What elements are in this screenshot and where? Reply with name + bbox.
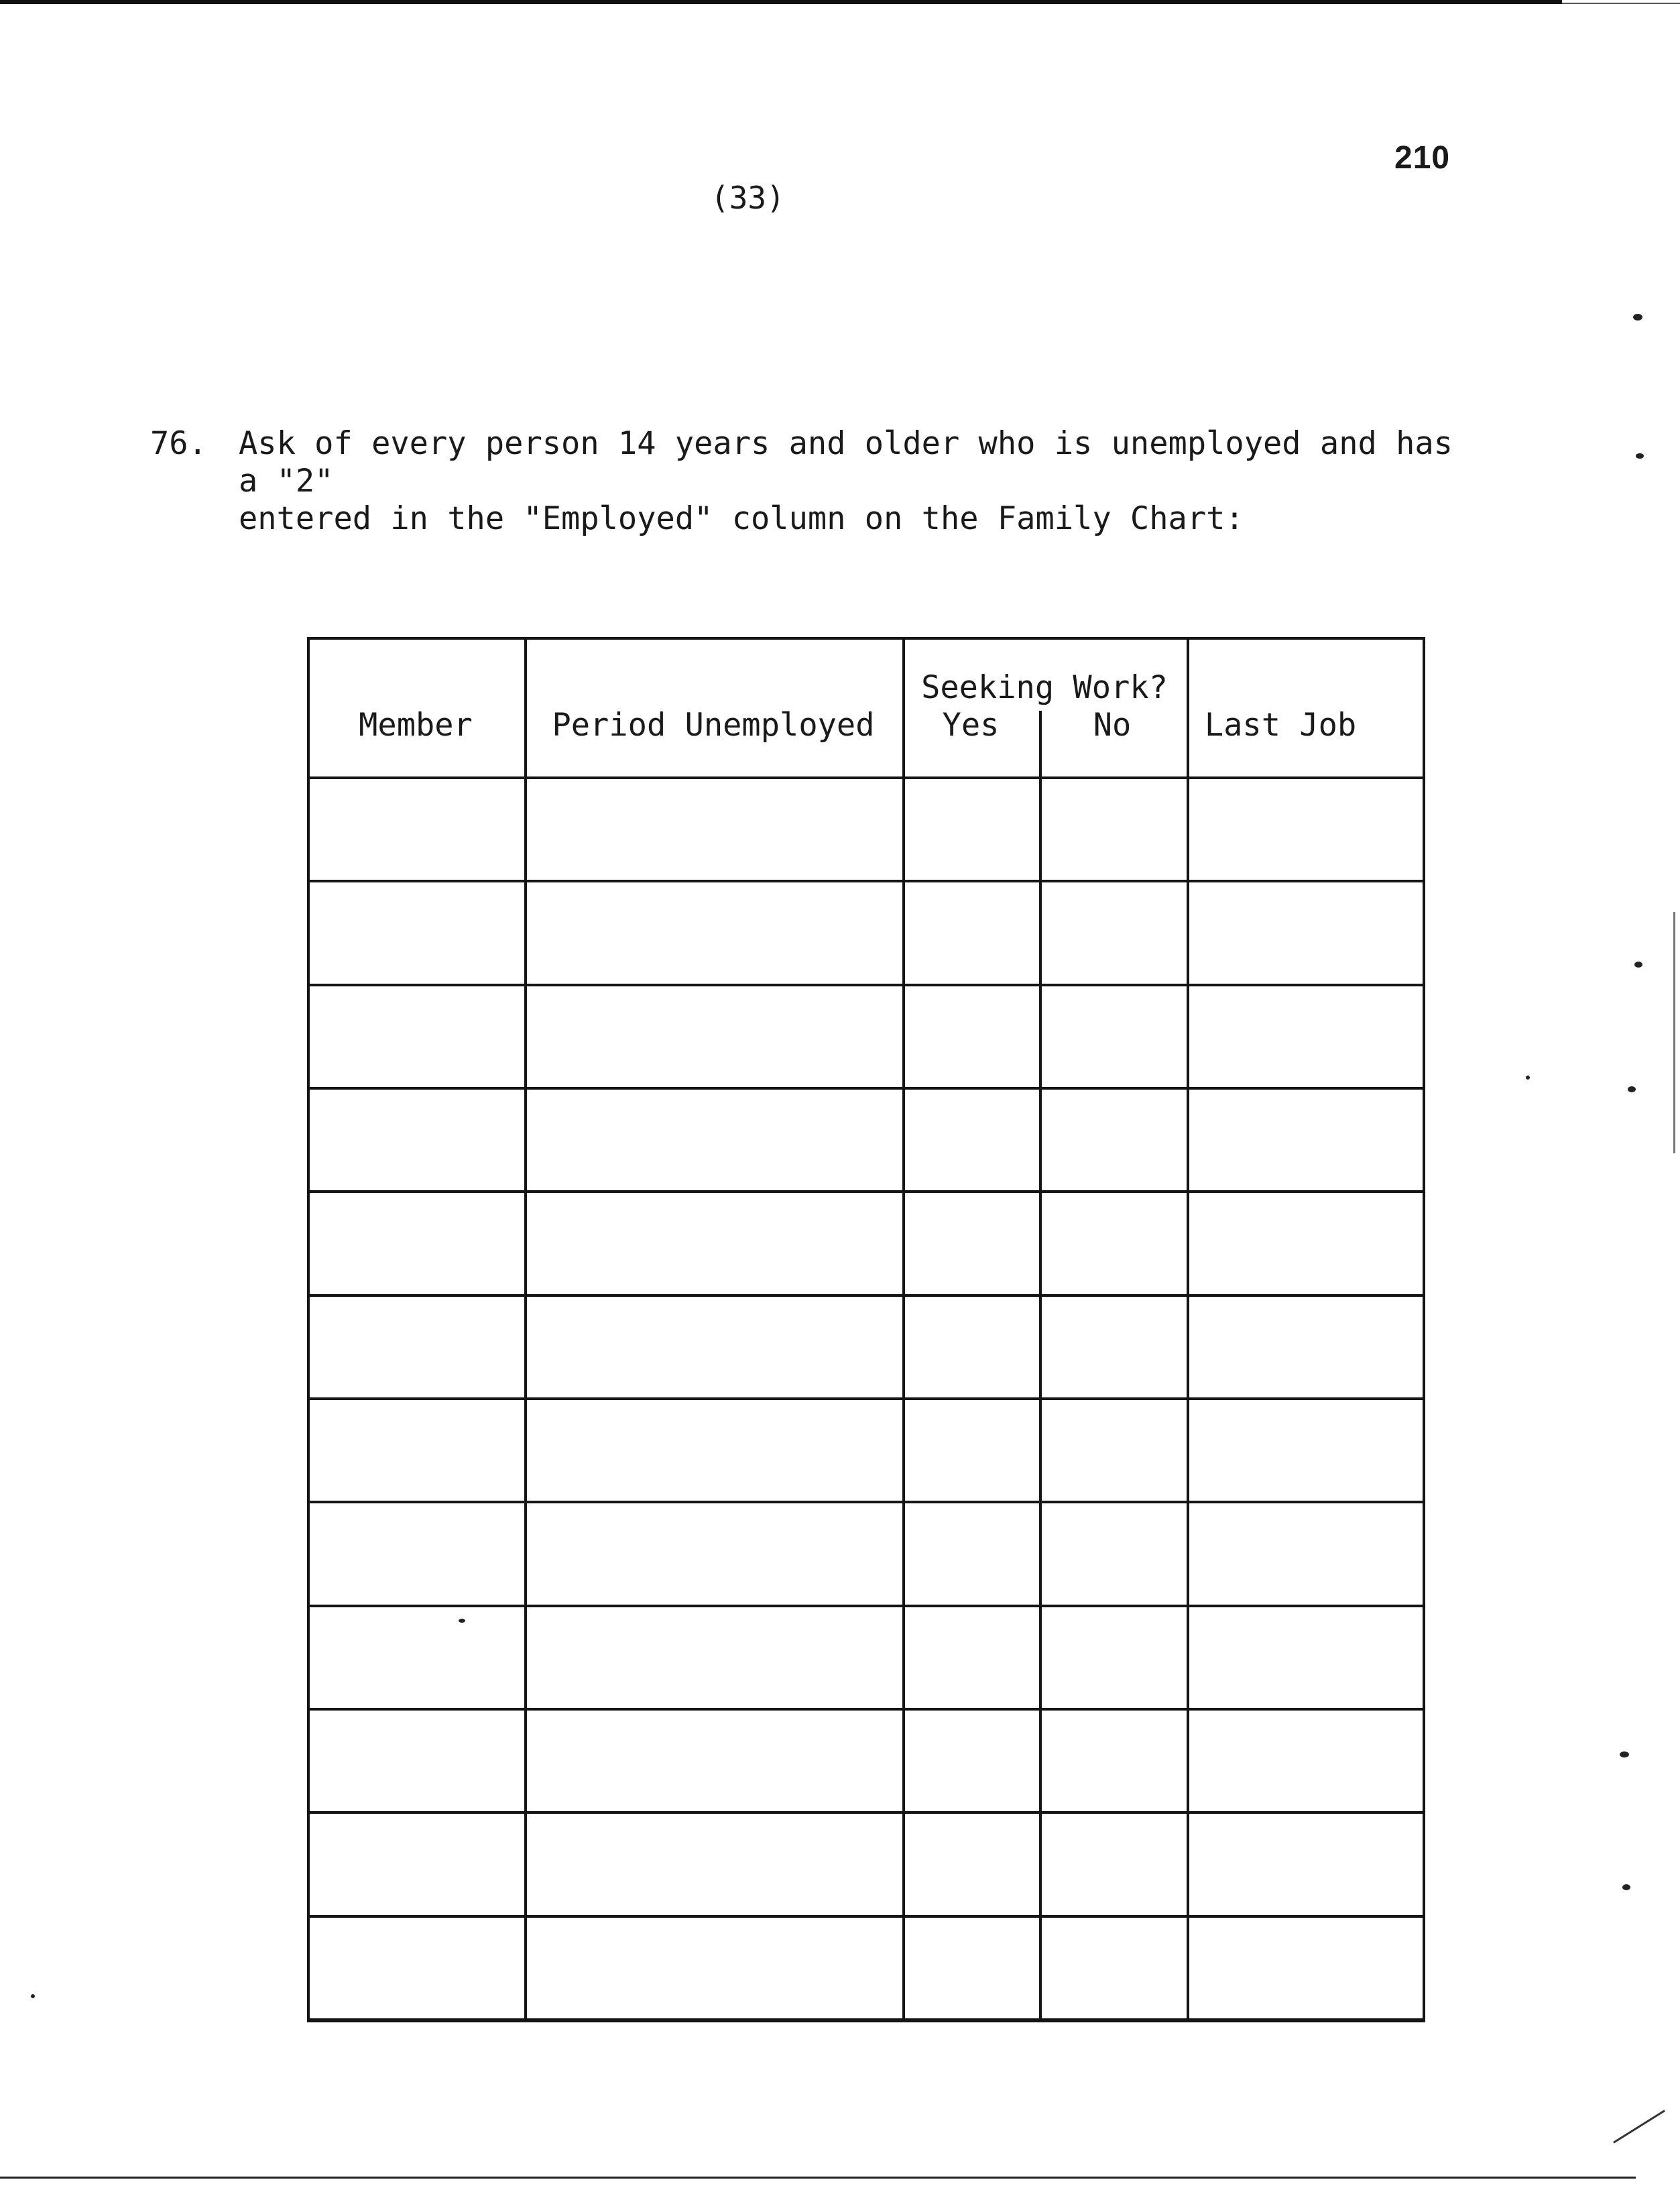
seeking-no-cell[interactable] bbox=[1042, 1503, 1187, 1604]
seeking-no-cell[interactable] bbox=[1042, 1400, 1187, 1501]
last-job-cell[interactable] bbox=[1189, 779, 1423, 880]
header-member: Member bbox=[359, 707, 473, 744]
unemployment-form-table bbox=[307, 637, 1425, 2022]
member-cell[interactable] bbox=[310, 986, 524, 1087]
seeking-no-cell[interactable] bbox=[1042, 1711, 1187, 1811]
member-cell[interactable] bbox=[310, 1918, 524, 2018]
last-job-cell[interactable] bbox=[1189, 1814, 1423, 1914]
seeking-yes-cell[interactable] bbox=[905, 1711, 1039, 1811]
seeking-yes-cell[interactable] bbox=[905, 1607, 1039, 1708]
page-number: 210 bbox=[1394, 140, 1451, 176]
scan-speck bbox=[1526, 1076, 1530, 1080]
member-cell[interactable] bbox=[310, 1297, 524, 1397]
seeking-no-cell[interactable] bbox=[1042, 1918, 1187, 2018]
table-top-border bbox=[307, 637, 1425, 640]
period-unemployed-cell[interactable] bbox=[527, 1503, 902, 1604]
last-job-cell[interactable] bbox=[1189, 1607, 1423, 1708]
period-unemployed-cell[interactable] bbox=[527, 986, 902, 1087]
sheet-number: (33) bbox=[711, 180, 785, 216]
member-cell[interactable] bbox=[310, 779, 524, 880]
header-yes: Yes bbox=[942, 707, 1000, 744]
last-job-cell[interactable] bbox=[1189, 1503, 1423, 1604]
period-unemployed-cell[interactable] bbox=[527, 1918, 902, 2018]
scan-speck bbox=[1622, 1884, 1630, 1890]
scan-speck bbox=[1636, 453, 1644, 459]
binding-shadow-line bbox=[1673, 912, 1675, 1153]
scan-speck bbox=[1628, 1086, 1636, 1092]
header-last-job: Last Job bbox=[1204, 707, 1357, 744]
table-bottom-border bbox=[307, 2018, 1425, 2022]
last-job-cell[interactable] bbox=[1189, 1711, 1423, 1811]
last-job-cell[interactable] bbox=[1189, 1918, 1423, 2018]
scan-speck bbox=[31, 1994, 35, 1998]
seeking-no-cell[interactable] bbox=[1042, 779, 1187, 880]
member-cell[interactable] bbox=[310, 1400, 524, 1501]
scan-edge-top-thin bbox=[1562, 3, 1680, 4]
last-job-cell[interactable] bbox=[1189, 882, 1423, 983]
seeking-yes-cell[interactable] bbox=[905, 1297, 1039, 1397]
period-unemployed-cell[interactable] bbox=[527, 779, 902, 880]
period-unemployed-cell[interactable] bbox=[527, 1193, 902, 1293]
period-unemployed-cell[interactable] bbox=[527, 1607, 902, 1708]
member-cell[interactable] bbox=[310, 1607, 524, 1708]
seeking-yes-cell[interactable] bbox=[905, 1193, 1039, 1293]
period-unemployed-cell[interactable] bbox=[527, 1090, 902, 1190]
scan-speck bbox=[1633, 314, 1642, 321]
seeking-no-cell[interactable] bbox=[1042, 882, 1187, 983]
member-cell[interactable] bbox=[310, 1193, 524, 1293]
scan-speck bbox=[459, 1619, 465, 1623]
header-period-unemployed: Period Unemployed bbox=[552, 707, 875, 744]
scan-edge-bottom bbox=[0, 2177, 1636, 2179]
member-cell[interactable] bbox=[310, 1503, 524, 1604]
period-unemployed-cell[interactable] bbox=[527, 1711, 902, 1811]
seeking-yes-cell[interactable] bbox=[905, 1814, 1039, 1914]
last-job-cell[interactable] bbox=[1189, 1400, 1423, 1501]
period-unemployed-cell[interactable] bbox=[527, 882, 902, 983]
question-number: 76. bbox=[150, 425, 207, 462]
period-unemployed-cell[interactable] bbox=[527, 1814, 902, 1914]
question-text: Ask of every person 14 years and older who is unemployed and has a "2" entered in the "Employed" column on the Family Chart: bbox=[239, 425, 1453, 537]
seeking-yes-cell[interactable] bbox=[905, 882, 1039, 983]
header-seeking-work: Seeking Work? bbox=[921, 669, 1168, 706]
last-job-cell[interactable] bbox=[1189, 1090, 1423, 1190]
last-job-cell[interactable] bbox=[1189, 1193, 1423, 1293]
member-cell[interactable] bbox=[310, 1711, 524, 1811]
seeking-yes-cell[interactable] bbox=[905, 1090, 1039, 1190]
last-job-cell[interactable] bbox=[1189, 986, 1423, 1087]
seeking-no-cell[interactable] bbox=[1042, 1607, 1187, 1708]
seeking-yes-cell[interactable] bbox=[905, 779, 1039, 880]
member-cell[interactable] bbox=[310, 1090, 524, 1190]
scan-edge-top bbox=[0, 0, 1562, 4]
seeking-no-cell[interactable] bbox=[1042, 1090, 1187, 1190]
last-job-cell[interactable] bbox=[1189, 1297, 1423, 1397]
seeking-no-cell[interactable] bbox=[1042, 1814, 1187, 1914]
seeking-no-cell[interactable] bbox=[1042, 1297, 1187, 1397]
seeking-no-cell[interactable] bbox=[1042, 986, 1187, 1087]
scan-speck bbox=[1634, 962, 1642, 968]
seeking-yes-cell[interactable] bbox=[905, 1400, 1039, 1501]
scan-speck bbox=[1620, 1751, 1629, 1757]
corner-stroke bbox=[1613, 2110, 1665, 2143]
table-right-border bbox=[1423, 637, 1425, 2022]
seeking-yes-cell[interactable] bbox=[905, 1918, 1039, 2018]
seeking-yes-cell[interactable] bbox=[905, 986, 1039, 1087]
member-cell[interactable] bbox=[310, 1814, 524, 1914]
seeking-no-cell[interactable] bbox=[1042, 1193, 1187, 1293]
seeking-yes-cell[interactable] bbox=[905, 1503, 1039, 1604]
period-unemployed-cell[interactable] bbox=[527, 1297, 902, 1397]
member-cell[interactable] bbox=[310, 882, 524, 983]
period-unemployed-cell[interactable] bbox=[527, 1400, 902, 1501]
header-no: No bbox=[1093, 707, 1132, 744]
